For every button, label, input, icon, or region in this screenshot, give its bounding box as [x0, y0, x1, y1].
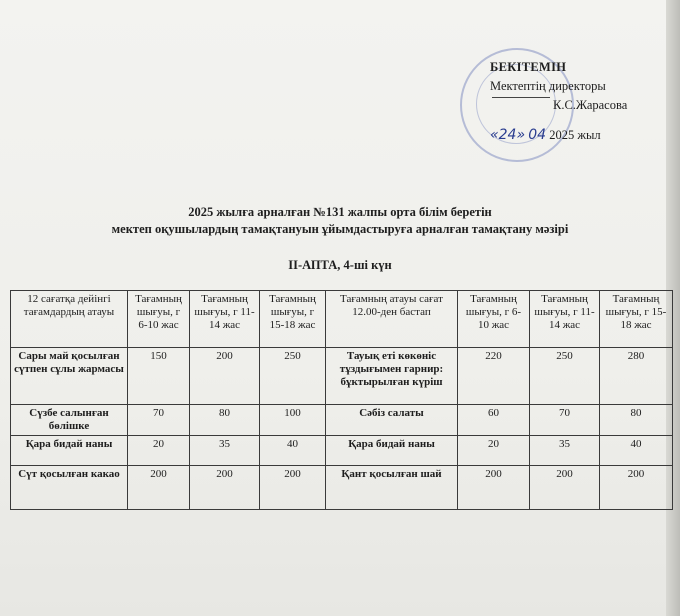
- afternoon-dish: Қант қосылған шай: [326, 466, 458, 510]
- portion-6-10: 200: [458, 466, 530, 510]
- portion-11-14: 70: [530, 405, 600, 436]
- portion-6-10: 200: [128, 466, 190, 510]
- week-day-label: II-АПТА, 4-ші күн: [288, 258, 392, 272]
- morning-dish: Сары май қосылған сүтпен сұлы жармасы: [11, 348, 128, 405]
- date-year: 2025 жыл: [549, 128, 601, 142]
- afternoon-dish: Сәбіз салаты: [326, 405, 458, 436]
- portion-15-18: 280: [600, 348, 673, 405]
- document-title-line1: 2025 жылға арналған №131 жалпы орта білім беретін: [188, 205, 492, 219]
- director-title: Мектептің директоры: [490, 79, 606, 93]
- portion-11-14: 200: [190, 466, 260, 510]
- table-row: [11, 466, 673, 510]
- portion-15-18: 100: [260, 405, 326, 436]
- header-cell: Тағамның шығуы, г 15-18 жас: [260, 291, 326, 348]
- header-cell: Тағамның шығуы, г 11-14 жас: [190, 291, 260, 348]
- signature-line: [492, 97, 550, 98]
- portion-6-10: 60: [458, 405, 530, 436]
- morning-dish: Сүзбе салынған бөлішке: [11, 405, 128, 436]
- portion-11-14: 80: [190, 405, 260, 436]
- director-name: К.С.Жарасова: [553, 98, 628, 112]
- morning-dish: Сүт қосылған какао: [11, 466, 128, 510]
- header-cell: Тағамның шығуы, г 11-14 жас: [530, 291, 600, 348]
- header-cell: Тағамның атауы сағат 12.00-ден бастап: [326, 291, 458, 348]
- portion-6-10: 150: [128, 348, 190, 405]
- portion-15-18: 40: [600, 436, 673, 466]
- table-row: [11, 405, 673, 436]
- header-cell: Тағамның шығуы, г 15-18 жас: [600, 291, 673, 348]
- date-day: «24»: [490, 127, 526, 143]
- date-month: 04: [528, 127, 547, 143]
- portion-11-14: 200: [190, 348, 260, 405]
- table-row: [11, 348, 673, 405]
- portion-6-10: 220: [458, 348, 530, 405]
- afternoon-dish: Тауық еті көкөніс тұздығымен гарнир: бұктырылған күріш: [326, 348, 458, 405]
- table-header-row: [11, 291, 673, 348]
- header-cell: 12 сағатқа дейінгі тағамдардың атауы: [11, 291, 128, 348]
- portion-15-18: 40: [260, 436, 326, 466]
- document-title-line2: мектеп оқушылардың тамақтануын ұйымдастыруға арналған тамақтану мәзірі: [111, 222, 569, 236]
- approval-block: [490, 58, 627, 145]
- portion-11-14: 35: [190, 436, 260, 466]
- afternoon-dish: Қара бидай наны: [326, 436, 458, 466]
- portion-6-10: 70: [128, 405, 190, 436]
- portion-11-14: 200: [530, 466, 600, 510]
- portion-6-10: 20: [458, 436, 530, 466]
- approval-date: [490, 126, 627, 145]
- approval-heading: БЕКІТЕМІН: [490, 60, 567, 74]
- header-cell: Тағамның шығуы, г 6-10 жас: [128, 291, 190, 348]
- header-cell: Тағамның шығуы, г 6-10 жас: [458, 291, 530, 348]
- portion-11-14: 250: [530, 348, 600, 405]
- portion-15-18: 80: [600, 405, 673, 436]
- portion-11-14: 35: [530, 436, 600, 466]
- morning-dish: Қара бидай наны: [11, 436, 128, 466]
- table-row: [11, 436, 673, 466]
- portion-6-10: 20: [128, 436, 190, 466]
- portion-15-18: 200: [260, 466, 326, 510]
- portion-15-18: 200: [600, 466, 673, 510]
- portion-15-18: 250: [260, 348, 326, 405]
- menu-table: [10, 290, 673, 510]
